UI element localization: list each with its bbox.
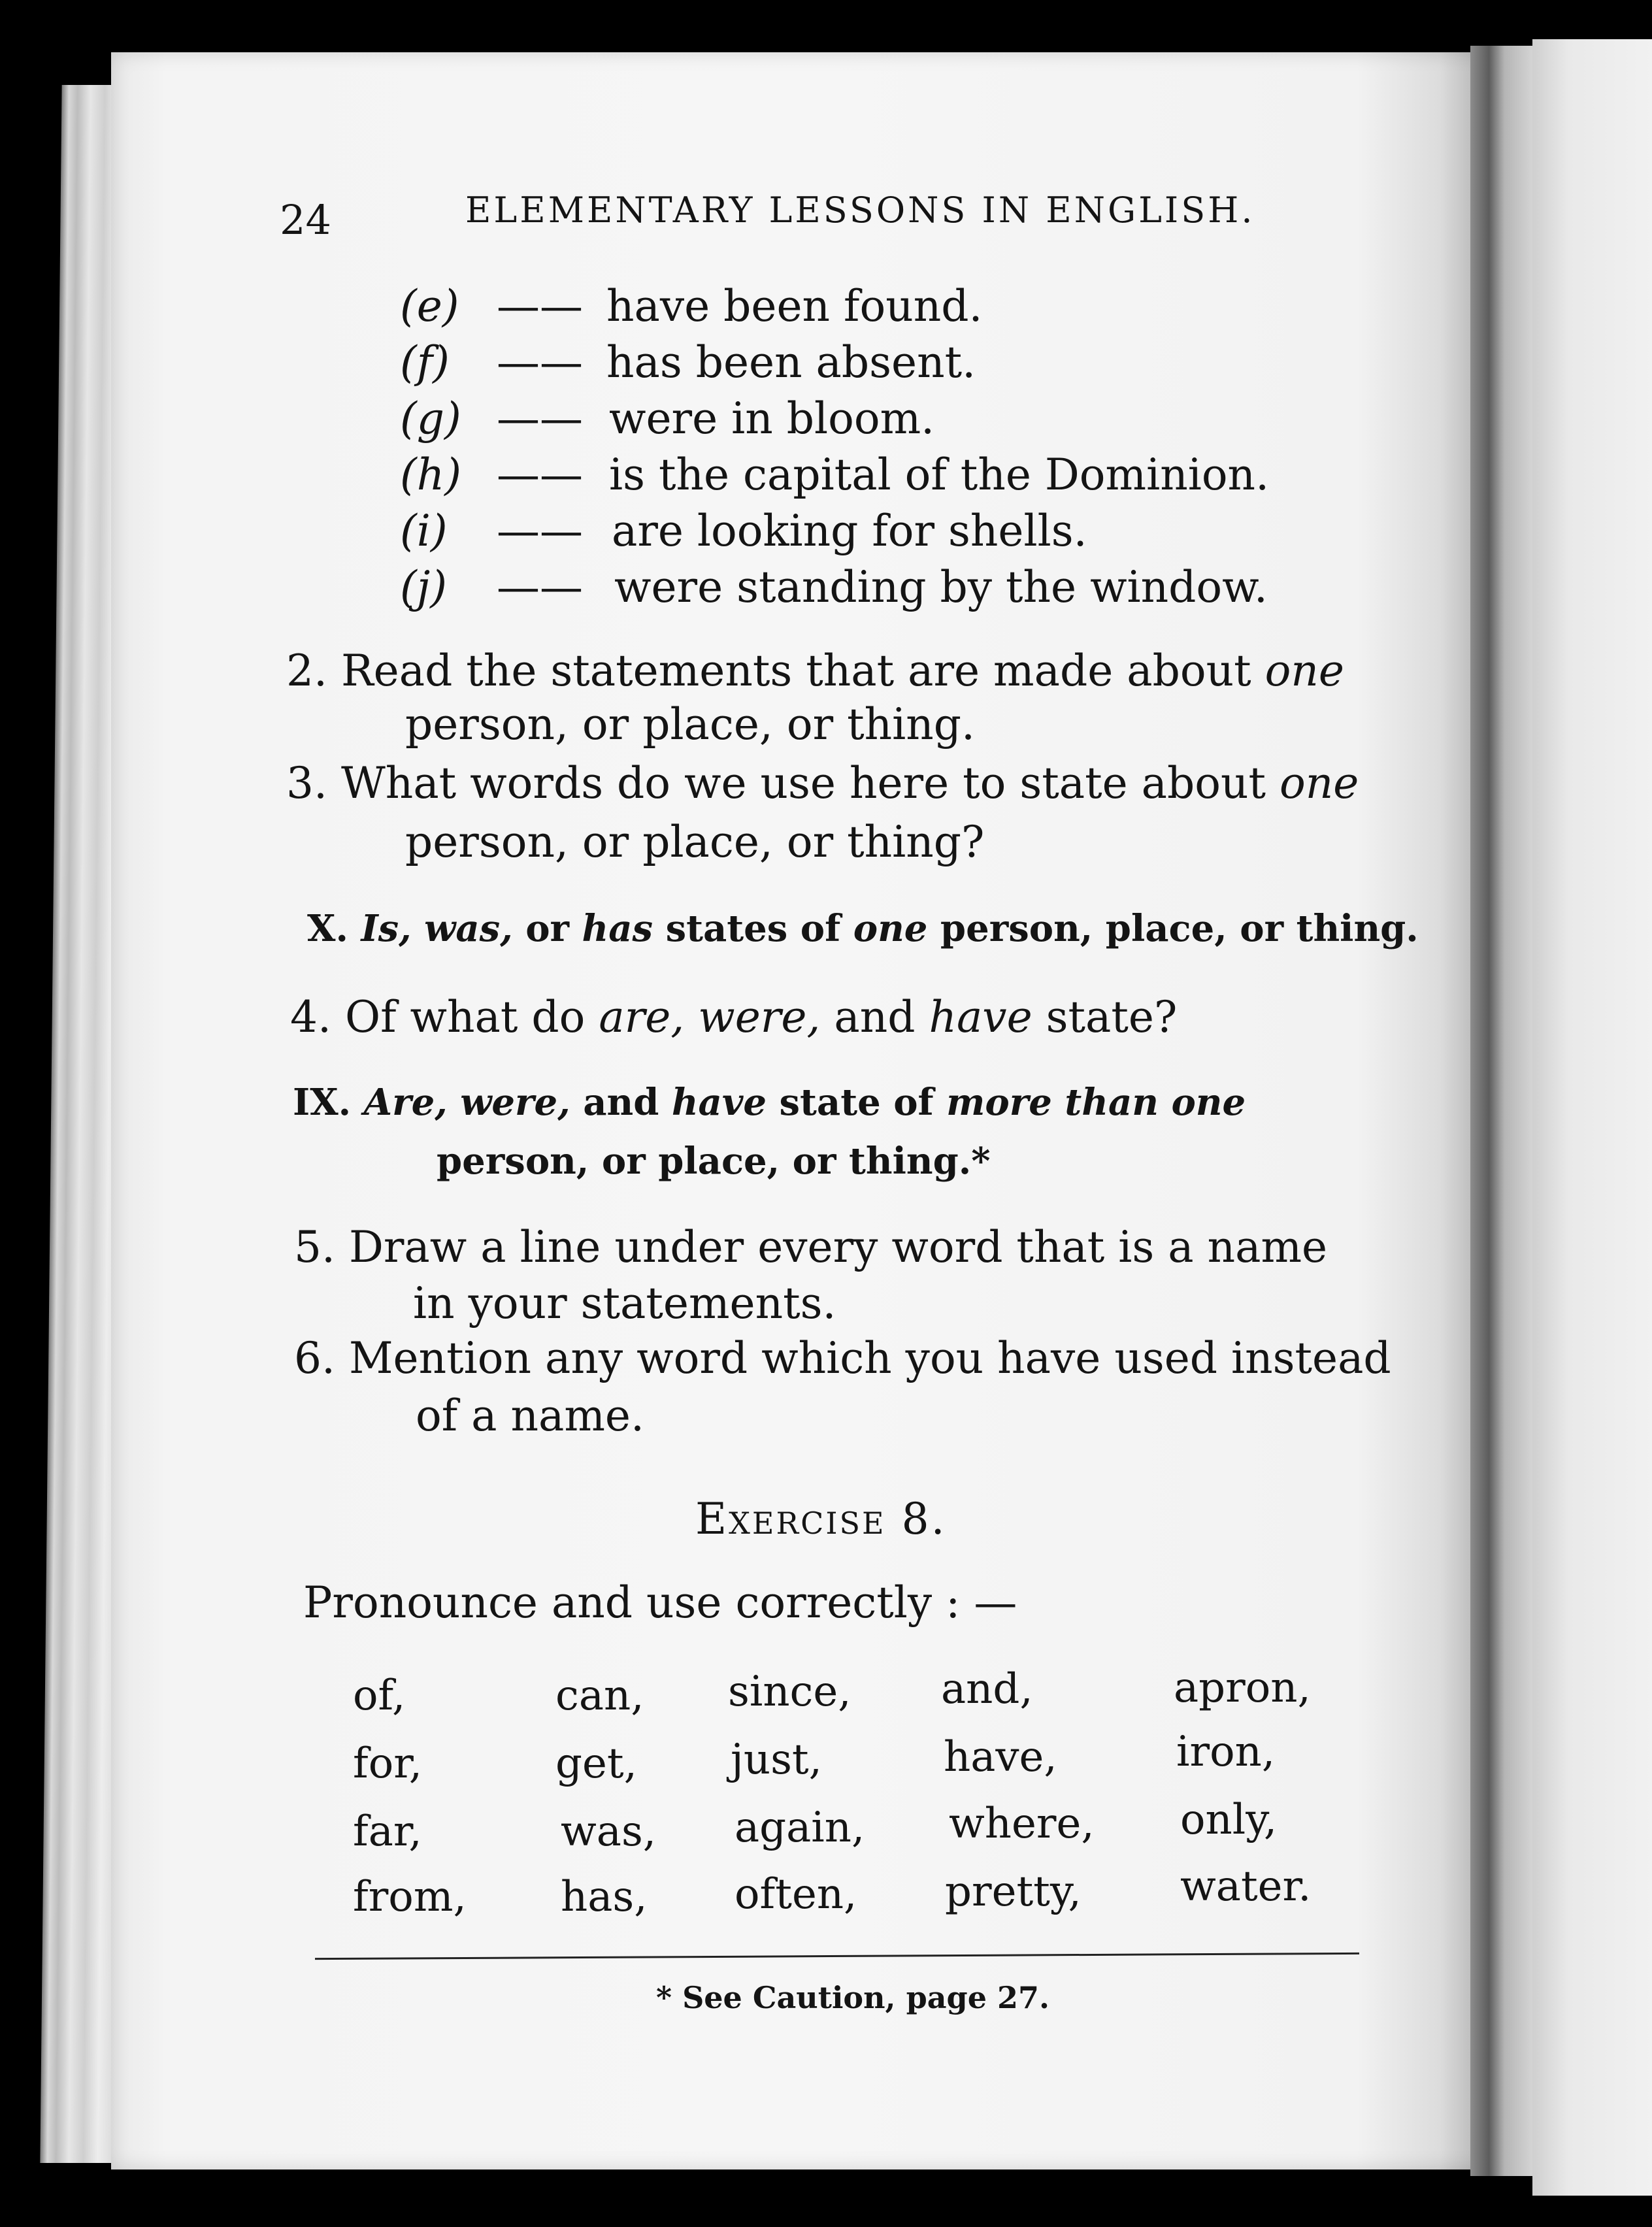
word-cell: get, — [555, 1740, 637, 1788]
word-cell: water. — [1180, 1862, 1312, 1911]
question-2-line-1: 2. Read the statements that are made about one — [286, 646, 1344, 696]
word-cell: far, — [353, 1807, 422, 1856]
question-3-line-2: person, or place, or thing? — [405, 817, 985, 867]
word-cell: often, — [735, 1870, 857, 1919]
blank-dash: —— — [497, 562, 583, 612]
running-title: ELEMENTARY LESSONS IN ENGLISH. — [465, 190, 1255, 231]
blank-text: are looking for shells. — [612, 506, 1087, 556]
rule-ix-line-1: IX. Are, were, and have state of more than one — [293, 1081, 1246, 1124]
word-cell: from, — [353, 1873, 467, 1921]
blank-label: (i) — [400, 506, 448, 556]
facing-page-edge — [1532, 39, 1652, 2196]
blank-text: were standing by the window. — [614, 562, 1268, 612]
rule-x: X. Is, was, or has states of one person, place, or thing. — [307, 907, 1419, 950]
blank-text: have been found. — [606, 281, 983, 331]
question-5-line-1: 5. Draw a line under every word that is a name — [294, 1222, 1328, 1272]
word-cell: where, — [949, 1800, 1095, 1848]
word-cell: can, — [555, 1672, 644, 1720]
footnote: * See Caution, page 27. — [656, 1980, 1050, 2015]
rule-ix-line-2: person, or place, or thing.* — [437, 1140, 991, 1183]
blank-text: were in bloom. — [609, 393, 935, 444]
word-cell: has, — [561, 1873, 648, 1921]
word-cell: for, — [353, 1740, 423, 1788]
blank-text: is the capital of the Dominion. — [609, 450, 1270, 500]
word-cell: pretty, — [945, 1868, 1082, 1916]
question-5-line-2: in your statements. — [413, 1278, 836, 1328]
blank-label: (e) — [400, 281, 459, 331]
question-4: 4. Of what do are, were, and have state? — [290, 992, 1178, 1042]
blank-dash: —— — [497, 506, 583, 556]
question-3-line-1: 3. What words do we use here to state about one — [286, 758, 1359, 808]
word-cell: have, — [944, 1733, 1057, 1781]
word-cell: again, — [735, 1804, 865, 1852]
word-cell: since, — [728, 1668, 851, 1716]
word-cell: and, — [941, 1665, 1033, 1713]
exercise-instruction: Pronounce and use correctly : — — [303, 1577, 1017, 1628]
word-cell: iron, — [1176, 1728, 1276, 1776]
question-6-line-1: 6. Mention any word which you have used instead — [294, 1333, 1391, 1383]
book-gutter — [1470, 46, 1532, 2176]
word-cell: apron, — [1174, 1664, 1311, 1712]
blank-label: (f) — [400, 337, 450, 388]
blank-dash: —— — [497, 450, 583, 500]
page-number: 24 — [280, 196, 331, 244]
question-2-line-2: person, or place, or thing. — [405, 699, 976, 750]
blank-dash: —— — [497, 281, 583, 331]
word-cell: of, — [353, 1672, 406, 1720]
blank-label: (h) — [400, 450, 462, 500]
blank-dash: —— — [497, 337, 583, 388]
exercise-title: Exercise 8. — [695, 1494, 947, 1544]
word-cell: just, — [731, 1736, 822, 1784]
blank-text: has been absent. — [606, 337, 976, 388]
word-cell: was, — [561, 1807, 657, 1856]
blank-dash: —— — [497, 393, 583, 444]
blank-label: (j) — [400, 562, 447, 612]
blank-label: (g) — [400, 393, 461, 444]
word-cell: only, — [1180, 1796, 1278, 1844]
question-6-line-2: of a name. — [416, 1391, 644, 1441]
